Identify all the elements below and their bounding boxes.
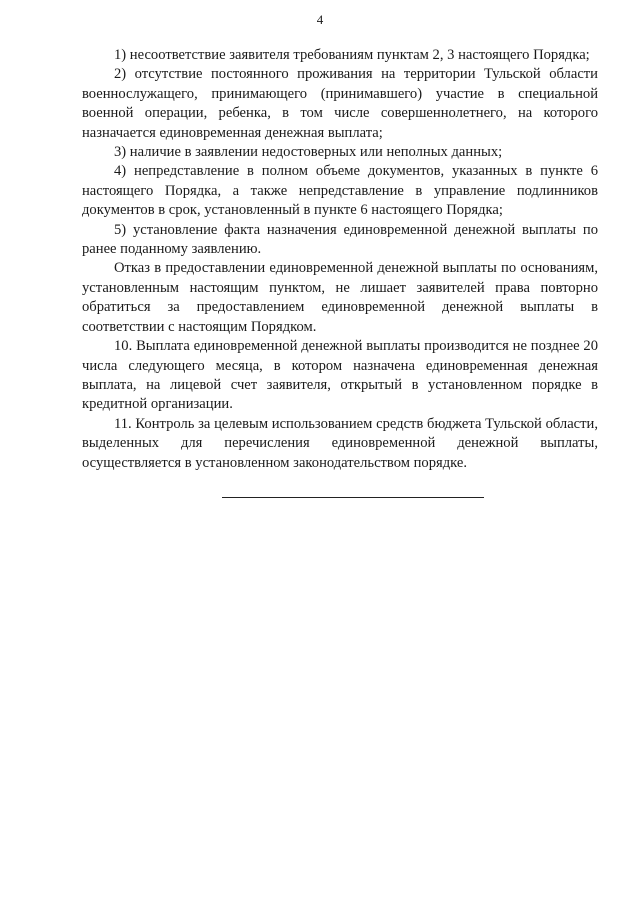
paragraph-refusal-reason-1: 1) несоответствие заявителя требованиям пунктам 2, 3 настоящего Порядка;	[114, 47, 590, 63]
paragraph-clause-10: 10. Выплата единовременной денежной выплаты производится не позднее 20 числа следующего месяца, в котором назначена единовременная денежная выплата, на лицевой счет заявителя, открытый в установленном порядке в кредитной организации.	[82, 338, 598, 413]
paragraph-refusal-note: Отказ в предоставлении единовременной денежной выплаты по основаниям, установленным настоящим пунктом, не лишает заявителей права повторно обратиться за предоставлением единовременной денежной выплаты в соответствии с настоящим Порядком.	[82, 260, 598, 335]
document-body	[82, 46, 598, 473]
paragraph-clause-11: 11. Контроль за целевым использованием средств бюджета Тульской области, выделенных для перечисления единовременной денежной выплаты, осуществляется в установленном законодательством порядке.	[82, 415, 598, 471]
paragraph-refusal-reason-2: 2) отсутствие постоянного проживания на территории Тульской области военнослужащего, принимающего (принимавшего) участие в специальной военной операции, ребенка, в том числе совершеннолетнего, на которого назначается единовременная денежная выплата;	[82, 66, 598, 141]
end-of-document-line	[222, 497, 484, 498]
paragraph-refusal-reason-3: 3) наличие в заявлении недостоверных или неполных данных;	[114, 144, 503, 161]
page-number: 4	[316, 12, 324, 27]
paragraph-refusal-reason-5: 5) установление факта назначения единовременной денежной выплаты по ранее поданному заявлению.	[82, 221, 598, 258]
paragraph-refusal-reason-4: 4) непредставление в полном объеме документов, указанных в пункте 6 настоящего Порядка, а также непредставление в управление подлинников документов в срок, установленный в пункте 6 настоящего Порядка;	[82, 163, 598, 219]
